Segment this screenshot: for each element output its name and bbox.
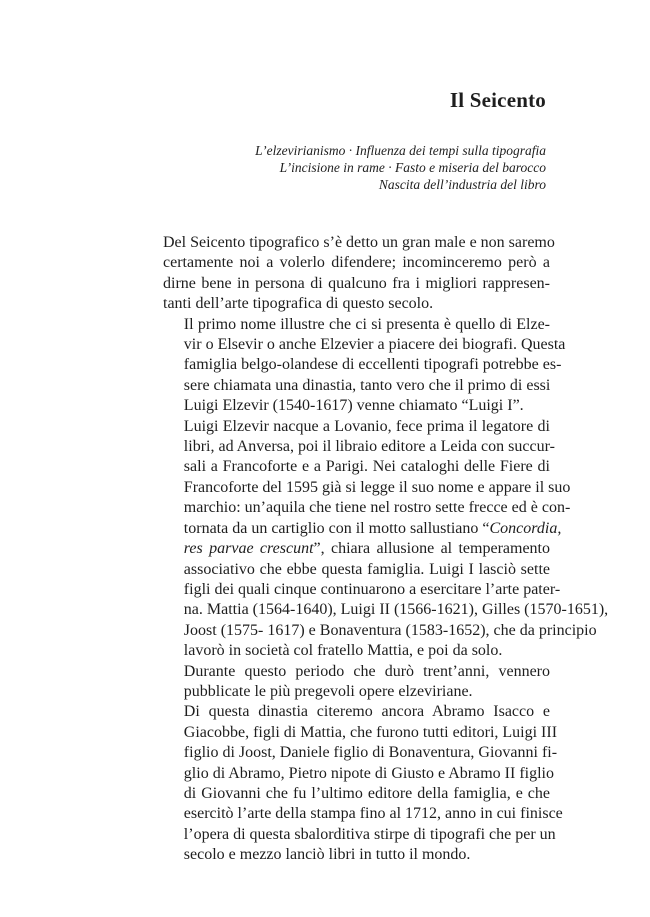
text-line: l’opera di questa sbalorditiva stirpe di tipografi che per un — [183, 825, 556, 843]
text-line: Di questa dinastia citeremo ancora Abramo Isacco e — [183, 703, 550, 721]
text-line: figlio di Joost, Daniele figlio di Bonaventura, Giovanni fi- — [183, 744, 558, 762]
chapter-summary — [166, 142, 546, 193]
text-line: Del Seicento tipografico s’è detto un gran male e non saremo — [163, 234, 555, 251]
summary-line: Nascita dell’industria del libro — [378, 177, 546, 192]
summary-line: L’incisione in rame · Fasto e miseria del barocco — [279, 160, 546, 175]
summary-line: L’elzevirianismo · Influenza dei tempi sulla tipografia — [255, 143, 546, 158]
chapter-title: Il Seicento — [449, 88, 546, 112]
paragraph — [163, 315, 566, 417]
text-line: Francoforte del 1595 già si legge il suo nome e appare il suo — [183, 478, 571, 496]
text-line: marchio: un’aquila che tiene nel rostro sette frecce ed è con- — [183, 499, 571, 517]
paragraph — [163, 417, 609, 662]
text-line: pubblicate le più pregevoli opere elzeviriane. — [183, 682, 473, 700]
text-line: glio di Abramo, Pietro nipote di Giusto e Abramo II figlio — [183, 764, 554, 782]
text-line: associativo che ebbe questa famiglia. Luigi I lasciò sette — [183, 560, 550, 578]
paragraph — [163, 662, 550, 703]
text-line: libri, ad Anversa, poi il libraio editore a Leida con succur- — [183, 438, 555, 456]
text-line: sere chiamata una dinastia, tanto vero che il primo di essi — [183, 376, 551, 394]
text-line: Durante questo periodo che durò trent’anni, vennero — [183, 662, 550, 680]
text-line: Luigi Elzevir (1540-1617) venne chiamato “Luigi I”. — [183, 397, 524, 415]
text-line: di Giovanni che fu l’ultimo editore della famiglia, e che — [183, 784, 550, 802]
text-line: tornata da un cartiglio con il motto sallustiano “Concordia, — [183, 519, 562, 537]
text-line: Joost (1575- 1617) e Bonaventura (1583-1652), che da principio — [183, 621, 597, 639]
text-line: vir o Elsevir o anche Elzevier a piacere dei biografi. Questa — [183, 336, 566, 354]
text-line: dirne bene in persona di qualcuno fra i migliori rappresen- — [163, 274, 550, 292]
text-line: lavorò in società col fratello Mattia, e poi da solo. — [183, 642, 503, 660]
text-line: Il primo nome illustre che ci si presenta è quello di Elze- — [183, 315, 550, 333]
text-line: tanti dell’arte tipografica di questo secolo. — [163, 295, 434, 313]
text-line: esercitò l’arte della stampa fino al 1712, anno in cui finisce — [183, 805, 563, 823]
chapter-body — [163, 233, 609, 866]
text-line: res parvae crescunt”, chiara allusione al temperamento — [183, 540, 550, 558]
text-line: certamente noi a volerlo difendere; incominceremo però a — [163, 254, 550, 272]
text-line: Luigi Elzevir nacque a Lovanio, fece prima il legatore di — [183, 417, 550, 435]
paragraph — [163, 233, 555, 315]
text-line: figli dei quali cinque continuarono a esercitare l’arte pater- — [183, 580, 561, 598]
text-line: sali a Francoforte e a Parigi. Nei cataloghi delle Fiere di — [183, 458, 550, 476]
text-line: na. Mattia (1564-1640), Luigi II (1566-1621), Gilles (1570-1651), — [183, 601, 609, 619]
text-line: famiglia belgo-olandese di eccellenti tipografi potrebbe es- — [183, 356, 562, 374]
text-line: secolo e mezzo lanciò libri in tutto il mondo. — [183, 846, 471, 864]
paragraph — [163, 702, 563, 865]
text-line: Giacobbe, figli di Mattia, che furono tutti editori, Luigi III — [183, 723, 558, 741]
